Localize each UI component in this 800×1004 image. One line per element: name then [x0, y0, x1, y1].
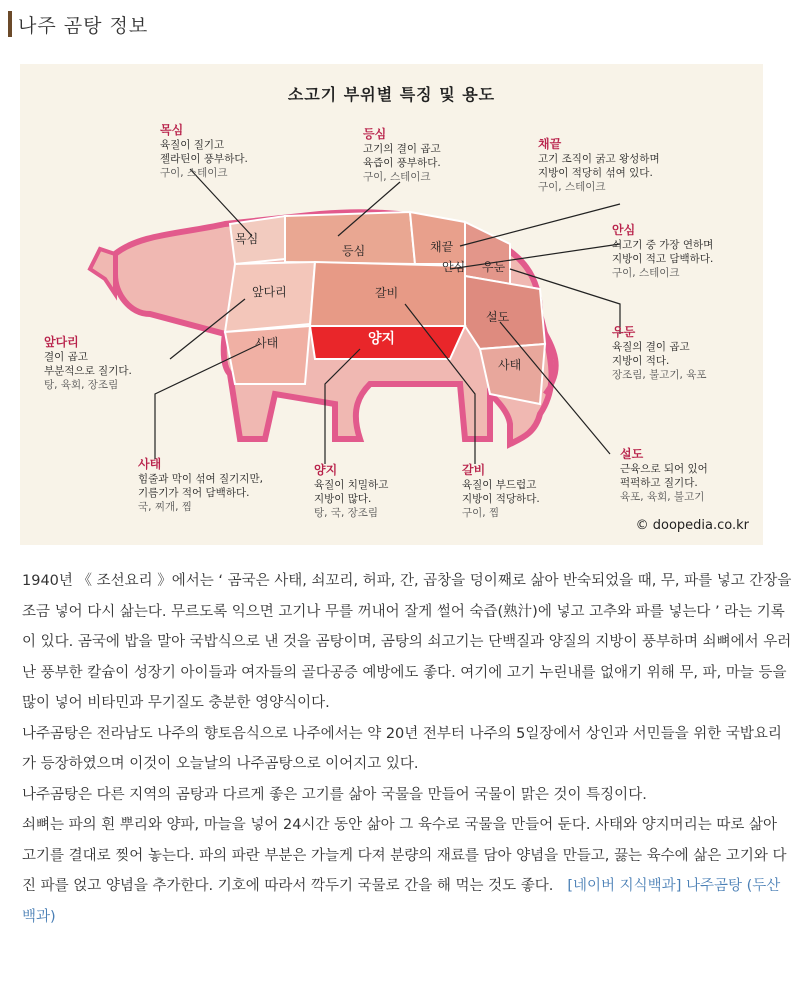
callout-seoldo: 설도 근육으로 되어 있어 퍽퍽하고 질기다. 육포, 육회, 불고기	[620, 447, 708, 503]
cut-label-deungsim: 등심	[342, 244, 366, 258]
cut-label-moksim: 목심	[235, 232, 259, 246]
paragraph-history: 1940년 《 조선요리 》에서는 ‘ 곰국은 사태, 쇠꼬리, 허파, 간, 곱창을 덩이째로 삶아 반숙되었을 때, 무, 파를 넣고 간장을 조금 넣어 다시 삶는다. 무르도록 익으면 고기나 무를 꺼내어 잘게 썰어 숙즙(熟汁)에 넣고 고추와 파를 넣는다 ’ 라는 기록이 있다. 곰국에 밥을 말아 국밥식으로 낸 것을 곰탕이며, 곰탕의 쇠고기는 단백질과 양질의 지방이 풍부하며 쇠뼈에서 우러난 풍부한 칼슘이 성장기 아이들과 여자들의 골다공증 예방에도 좋다. 여기에 고기 누린내를 없애기 위해 무, 파, 마늘 등을 많이 넣어 비타민과 무기질도 충분한 영양식이다.	[22, 573, 792, 711]
paragraph-recipe-text: 쇠뼈는 파의 흰 뿌리와 양파, 마늘을 넣어 24시간 동안 삶아 그 육수로 국물을 만들어 둔다. 사태와 양지머리는 따로 삶아 고기를 결대로 찢어 놓는다. 파의 파란 부분은 가늘게 다져 분량의 재료를 담아 양념을 만들고, 끓는 육수에 삶은 고기와 다진 파를 얹고 양념을 추가한다. 기호에 따라서 깍두기 국물로 간을 해 먹는 것도 좋다.	[22, 817, 787, 894]
paragraph-recipe	[22, 810, 792, 932]
cut-label-seoldo: 설도	[486, 310, 510, 324]
callout-moksim: 목심 육질이 질기고 젤라틴이 풍부하다. 구이, 스테이크	[160, 123, 248, 179]
article-body	[22, 566, 792, 932]
cut-label-ansim: 안심	[442, 260, 466, 274]
cut-label-chaekkeut: 채끝	[430, 240, 454, 254]
cut-label-yangji: 양지	[368, 331, 396, 347]
callout-galbi: 갈비 육질이 부드럽고 지방이 적당하다. 구이, 찜	[462, 463, 540, 519]
cut-label-satae-front: 사태	[255, 336, 279, 350]
diagram-title: 소고기 부위별 특징 및 용도	[287, 85, 496, 104]
callout-chaekkeut: 채끝 고기 조직이 굵고 왕성하며 지방이 적당히 섞여 있다. 구이, 스테이크	[538, 137, 660, 193]
cut-label-udun: 우둔	[482, 260, 506, 274]
callout-udun: 우둔 육질의 결이 곱고 지방이 적다. 장조림, 불고기, 육포	[612, 325, 707, 381]
leader-chaekkeut	[460, 204, 620, 246]
callout-deungsim: 등심 고기의 결이 곱고 육즙이 풍부하다. 구이, 스테이크	[363, 127, 441, 183]
callout-apdari: 앞다리 결이 곱고 부분적으로 질기다. 탕, 육회, 장조림	[44, 335, 132, 391]
paragraph-naju-origin: 나주곰탕은 전라남도 나주의 향토음식으로 나주에서는 약 20년 전부터 나주의 5일장에서 상인과 서민들을 위한 국밥요리가 등장하였으며 이것이 오늘날의 나주곰탕으로 이어지고 있다.	[22, 725, 782, 772]
section-header	[8, 10, 148, 38]
cow-head	[90, 249, 115, 294]
beef-cuts-diagram	[20, 64, 763, 545]
page-title: 나주 곰탕 정보	[18, 14, 149, 37]
callout-satae: 사태 힘줄과 막이 섞여 질기지만, 기름기가 적어 담백하다. 국, 찌개, 찜	[138, 457, 263, 513]
paragraph-feature: 나주곰탕은 다른 지역의 곰탕과 다르게 좋은 고기를 삶아 국물을 만들어 국물이 맑은 것이 특징이다.	[22, 786, 647, 803]
callout-ansim: 안심 쇠고기 중 가장 연하며 지방이 적고 담백하다. 구이, 스테이크	[612, 223, 714, 279]
cut-label-satae-rear: 사태	[498, 358, 522, 372]
callout-yangji: 양지 육질이 치밀하고 지방이 많다. 탕, 국, 장조림	[314, 463, 389, 519]
copyright-text: © doopedia.co.kr	[635, 518, 749, 533]
source-link[interactable]: [네이버 지식백과] 나주곰탕 (두산백과)	[22, 878, 781, 925]
cut-label-galbi: 갈비	[375, 286, 399, 300]
cut-label-apdari: 앞다리	[252, 285, 287, 299]
section-accent-bar	[8, 11, 12, 37]
